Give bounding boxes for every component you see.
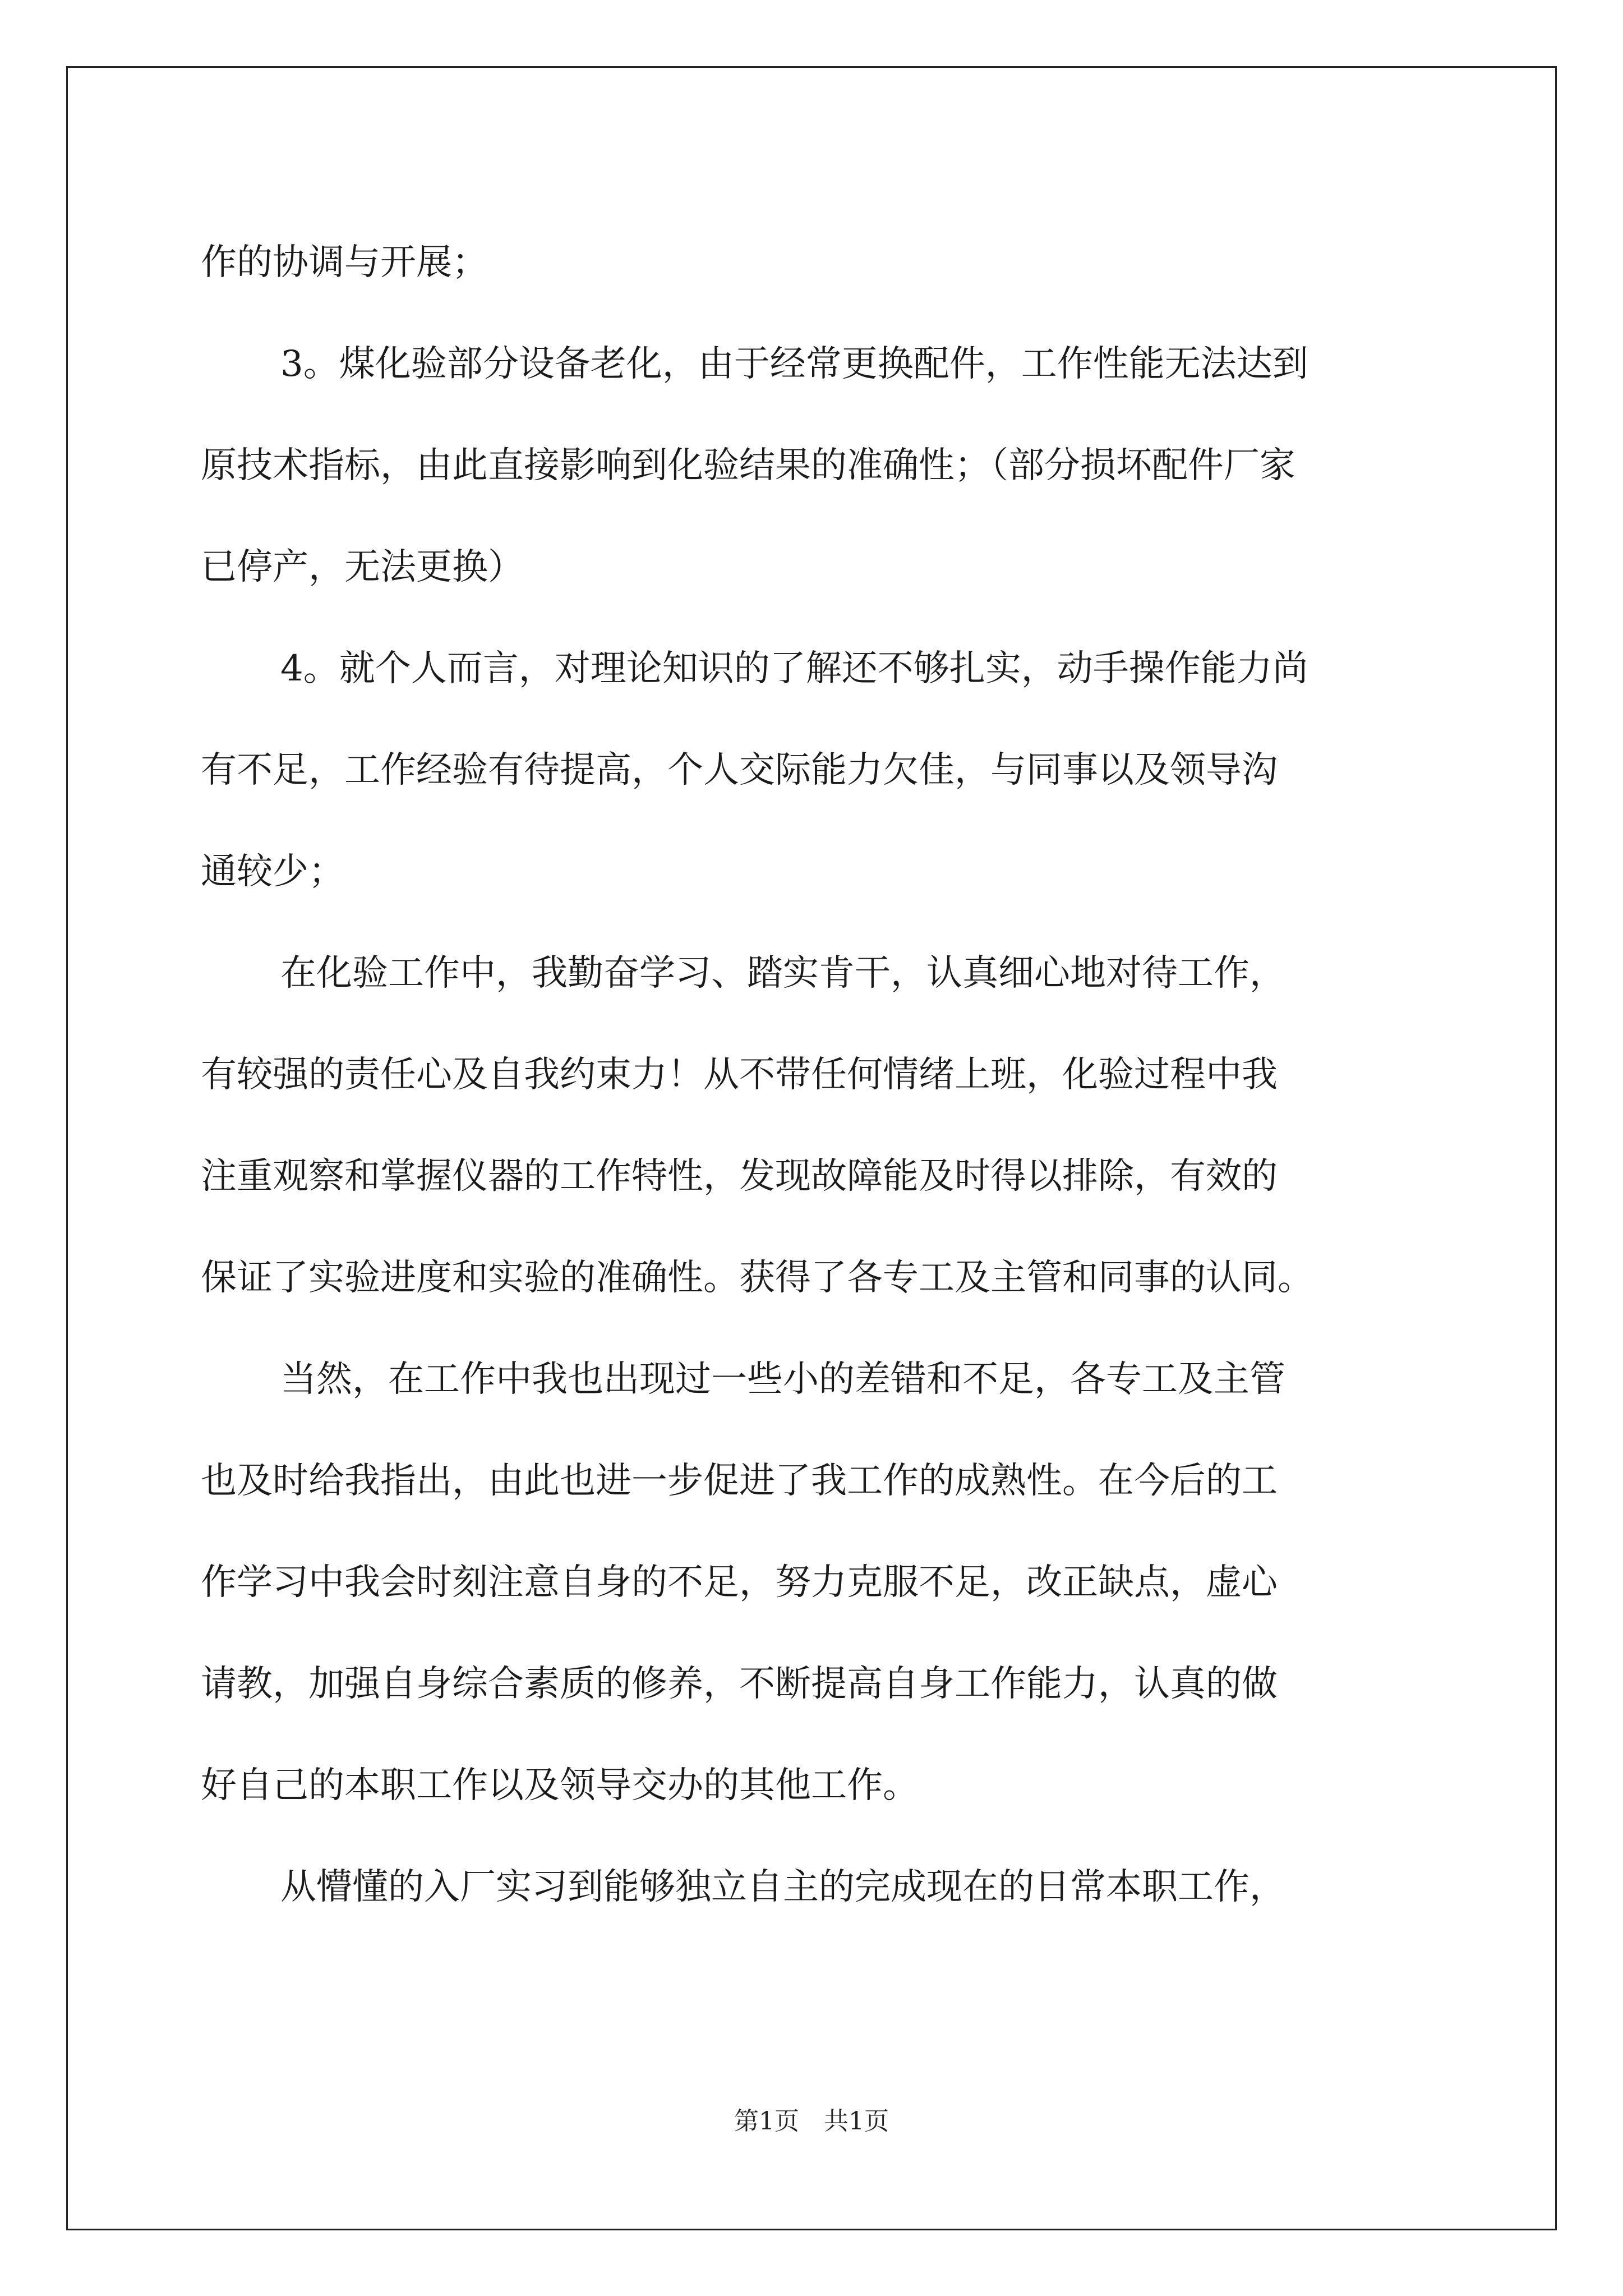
text-line-12 <box>201 1329 1429 1430</box>
text-line-7-content: 通较少； <box>201 851 344 892</box>
text-line-14 <box>201 1532 1429 1634</box>
text-line-1-content: 作的协调与开展； <box>201 242 488 283</box>
text-line-8-content: 在化验工作中，我勤奋学习、踏实肯干，认真细心地对待工作， <box>280 953 1285 994</box>
document-body <box>201 212 1429 1938</box>
text-line-9-content: 有较强的责任心及自我约束力！从不带任何情绪上班，化验过程中我 <box>201 1054 1278 1096</box>
text-line-11-content: 保证了实验进度和实验的准确性。获得了各专工及主管和同事的认同。 <box>201 1257 1313 1299</box>
text-line-15 <box>201 1634 1429 1735</box>
text-line-3 <box>201 415 1429 517</box>
text-line-17-content: 从懵懂的入厂实习到能够独立自主的完成现在的日常本职工作， <box>280 1866 1285 1908</box>
page-number-label: 第1页 共1页 <box>734 2107 889 2136</box>
text-line-6-content: 有不足，工作经验有待提高，个人交际能力欠佳，与同事以及领导沟 <box>201 749 1278 791</box>
page-footer <box>0 2105 1623 2138</box>
text-line-3-content: 原技术指标，由此直接影响到化验结果的准确性；（部分损坏配件厂家 <box>201 445 1295 486</box>
text-line-4 <box>201 517 1429 618</box>
text-line-6 <box>201 720 1429 821</box>
text-line-10 <box>201 1126 1429 1227</box>
text-line-14-content: 作学习中我会时刻注意自身的不足，努力克服不足，改正缺点，虚心 <box>201 1562 1278 1603</box>
text-line-2 <box>201 314 1429 415</box>
text-line-5 <box>201 618 1429 720</box>
text-line-16 <box>201 1735 1429 1837</box>
text-line-5-content: 4。就个人而言，对理论知识的了解还不够扎实，动手操作能力尚 <box>280 648 1308 689</box>
text-line-1 <box>201 212 1429 314</box>
text-line-8 <box>201 923 1429 1024</box>
text-line-12-content: 当然，在工作中我也出现过一些小的差错和不足，各专工及主管 <box>280 1359 1285 1400</box>
text-line-9 <box>201 1024 1429 1126</box>
text-line-10-content: 注重观察和掌握仪器的工作特性，发现故障能及时得以排除，有效的 <box>201 1156 1278 1197</box>
text-line-13 <box>201 1430 1429 1532</box>
text-line-15-content: 请教，加强自身综合素质的修养，不断提高自身工作能力，认真的做 <box>201 1663 1278 1705</box>
text-line-4-content: 已停产，无法更换） <box>201 546 524 588</box>
text-line-17 <box>201 1837 1429 1938</box>
text-line-16-content: 好自己的本职工作以及领导交办的其他工作。 <box>201 1765 919 1806</box>
text-line-2-content: 3。煤化验部分设备老化，由于经常更换配件，工作性能无法达到 <box>280 343 1308 385</box>
text-line-11 <box>201 1227 1429 1329</box>
text-line-13-content: 也及时给我指出，由此也进一步促进了我工作的成熟性。在今后的工 <box>201 1460 1278 1502</box>
text-line-7 <box>201 821 1429 923</box>
